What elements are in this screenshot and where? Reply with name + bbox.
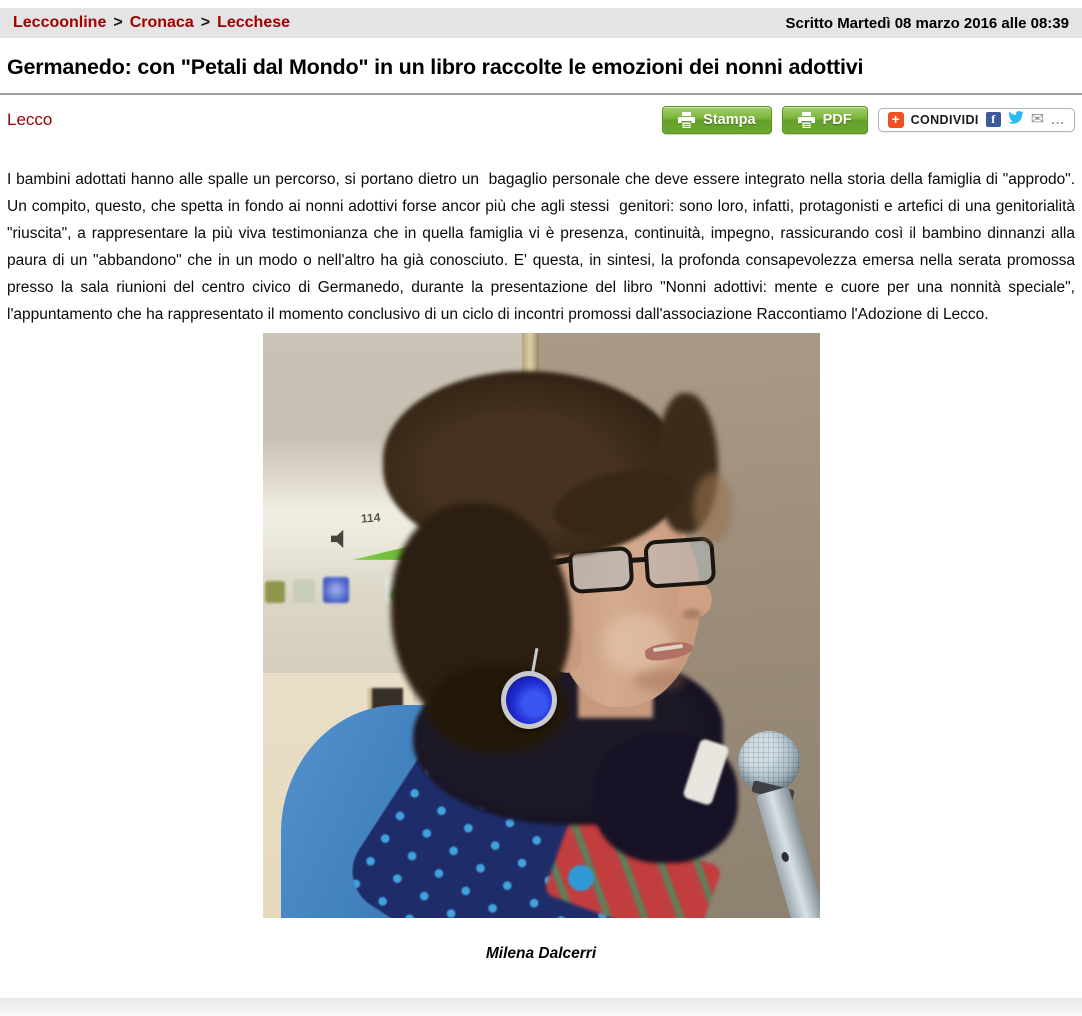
publish-dateline: Scritto Martedì 08 marzo 2016 alle 08:39 — [785, 14, 1069, 32]
share-label: CONDIVIDI — [910, 112, 979, 127]
twitter-icon[interactable] — [1008, 111, 1024, 129]
breadcrumb-section-link[interactable]: Cronaca — [129, 14, 194, 31]
email-icon[interactable]: ✉ — [1030, 110, 1045, 128]
photo-caption: Milena Dalcerri — [485, 944, 597, 962]
photo-microphone-switch — [780, 851, 789, 863]
article-photo — [263, 333, 820, 918]
article-body: I bambini adottati hanno alle spalle un percorso, si portano dietro un bagaglio personale che deve essere integrato nella storia della famiglia di "approdo". Un compito, questo, che spetta in fondo ai nonni adottivi forse ancor più che agli stessi genitori: sono loro, infatti, protagonisti e artefici di una genitorialità "riuscita", a rappresentare la più viva testimonianza che in quella famiglia vi è presenza, continuità, impegno, rassicurando così il bambino dinnanzi alla paura di un "abbandono" che in un modo o nell'altro ha già conosciuto. E' questa, in sintesi, la profonda consapevolezza emersa nella serata promossa presso la sala riunioni del centro civico di Germanedo, durante la presentazione del libro "Nonni adottivi: mente e cuore per una nonnità speciale", l'appuntamento che ha rappresentato il momento conclusivo di un ciclo di incontri promossi dall'associazione Raccontiamo l'Adozione di Lecco. — [7, 170, 1080, 323]
breadcrumb-separator: > — [113, 14, 123, 31]
desktop-icon — [323, 577, 349, 603]
photo-nose-shadow — [683, 609, 701, 619]
printer-icon — [678, 112, 695, 128]
facebook-icon[interactable]: f — [986, 112, 1001, 127]
article-headline: Germanedo: con "Petali dal Mondo" in un libro raccolte le emozioni dei nonni adottivi — [7, 55, 864, 79]
share-widget[interactable] — [878, 108, 1075, 132]
photo-scarf-dot — [568, 865, 594, 891]
desktop-icon — [265, 581, 285, 603]
category-label: Lecco — [7, 109, 53, 129]
photo-glasses-bridge — [630, 557, 646, 563]
breadcrumb-site-link[interactable]: Leccoonline — [13, 14, 107, 31]
top-bar — [0, 8, 1082, 38]
desktop-icon — [293, 579, 315, 603]
photo-blue-earring — [501, 671, 557, 729]
breadcrumb — [13, 14, 290, 32]
photo-volume-number: 114 — [360, 510, 381, 526]
footer-bar — [0, 998, 1082, 1016]
headline-divider — [0, 93, 1082, 95]
photo-hair-wisp — [693, 473, 733, 543]
printer-icon — [798, 112, 815, 128]
share-more-label[interactable]: ... — [1051, 112, 1065, 128]
print-button-label: Stampa — [703, 111, 756, 128]
photo-chin-shadow — [635, 669, 685, 691]
action-buttons — [662, 106, 1075, 134]
breadcrumb-subsection-link[interactable]: Lecchese — [217, 14, 291, 31]
breadcrumb-separator: > — [200, 14, 211, 31]
meta-row — [7, 104, 1075, 136]
print-button[interactable] — [662, 106, 771, 134]
photo-wrapper — [0, 333, 1082, 918]
addthis-plus-icon[interactable]: + — [888, 112, 904, 128]
pdf-button[interactable] — [782, 106, 868, 134]
photo-glasses-right-lens — [643, 536, 716, 589]
pdf-button-label: PDF — [822, 111, 852, 128]
